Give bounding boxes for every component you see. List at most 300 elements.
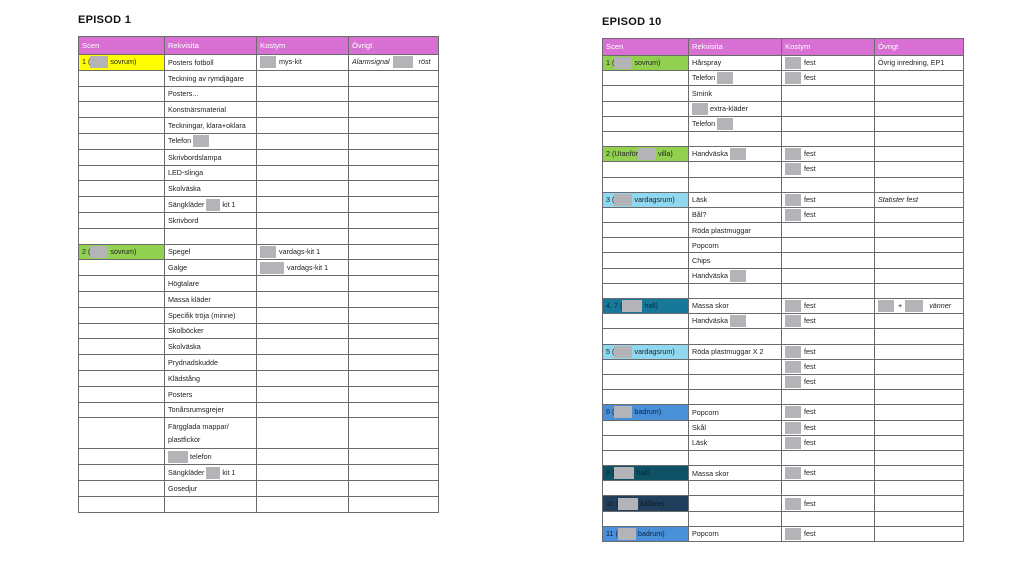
cell-rekvisita <box>165 197 257 213</box>
redaction-box <box>785 406 801 418</box>
cell-kostym <box>782 207 875 222</box>
scen-number: 6 ( <box>606 407 615 417</box>
prop-item: Massa skor <box>692 301 729 311</box>
redaction-box <box>785 72 801 84</box>
cell-ovrigt <box>875 435 964 450</box>
redaction-box <box>785 300 801 312</box>
cell-rekvisita <box>165 355 257 371</box>
redaction-box <box>785 346 801 358</box>
cell-rekvisita <box>689 116 782 131</box>
note: + <box>898 301 903 310</box>
prop-item: Sängkläder <box>168 467 205 477</box>
costume-item: fest <box>804 301 816 310</box>
cell-scen <box>79 449 165 465</box>
costume-item: fest <box>804 58 816 67</box>
cell-ovrigt <box>875 481 964 496</box>
cell-ovrigt <box>875 147 964 162</box>
cell-ovrigt <box>349 228 439 244</box>
table-row <box>603 177 964 192</box>
cell-rekvisita <box>689 299 782 314</box>
cell-rekvisita <box>689 374 782 389</box>
cell-scen <box>603 435 689 450</box>
cell-rekvisita <box>165 149 257 165</box>
prop-item: Hårspray <box>692 58 722 68</box>
scen-number: 1 ( <box>606 58 615 67</box>
table-row <box>79 86 439 102</box>
cell-scen <box>603 420 689 435</box>
costume-item: fest <box>804 437 816 447</box>
episode-1-title: EPISOD 1 <box>78 14 132 26</box>
table-row <box>603 435 964 450</box>
cell-ovrigt <box>349 70 439 86</box>
cell-kostym <box>782 329 875 344</box>
table-header-row <box>79 37 439 55</box>
column-header-rekvisita: Rekvisita <box>165 37 257 55</box>
scen-number: 5 ( <box>606 346 615 356</box>
redaction-box <box>206 467 220 479</box>
cell-scen <box>79 339 165 355</box>
redaction-box <box>785 163 801 175</box>
costume-item: fest <box>804 376 816 386</box>
cell-rekvisita <box>165 323 257 339</box>
redaction-box <box>622 300 642 312</box>
cell-scen <box>79 323 165 339</box>
costume-item: fest <box>804 361 816 371</box>
costume-item: fest <box>804 422 816 432</box>
prop-item-suffix: kit 1 <box>222 199 236 209</box>
cell-scen <box>79 307 165 323</box>
table-row <box>79 102 439 118</box>
cell-scen <box>603 207 689 222</box>
table-row <box>79 465 439 481</box>
table-row <box>79 355 439 371</box>
prop-item: Skrivbordslampa <box>168 152 222 162</box>
cell-scen <box>79 165 165 181</box>
cell-rekvisita <box>689 390 782 405</box>
cell-ovrigt <box>875 71 964 86</box>
column-header-rekvisita: Rekvisita <box>689 39 782 56</box>
prop-item: Popcorn <box>692 240 719 250</box>
cell-kostym <box>257 86 349 102</box>
cell-scen <box>603 223 689 238</box>
cell-scen <box>79 212 165 228</box>
costume-item: mys-kit <box>279 57 302 67</box>
table-row <box>603 466 964 481</box>
scen-location: sovrum) <box>634 58 661 67</box>
cell-ovrigt <box>875 283 964 298</box>
scen-number: 1 ( <box>82 57 91 67</box>
prop-item: Galge <box>168 263 188 273</box>
cell-scen <box>79 102 165 118</box>
prop-item: Popcorn <box>692 407 719 417</box>
cell-scen <box>603 344 689 359</box>
episode-1-body <box>79 55 439 513</box>
cell-rekvisita <box>689 238 782 253</box>
scen-location: sovrum) <box>110 57 137 67</box>
prop-item: Posters... <box>168 89 199 99</box>
cell-ovrigt <box>875 496 964 511</box>
prop-item: Handväska <box>692 149 728 159</box>
cell-rekvisita <box>689 162 782 177</box>
cell-ovrigt <box>349 181 439 197</box>
costume-item: fest <box>804 528 816 538</box>
prop-item: Röda plastmuggar <box>692 225 751 235</box>
prop-item: Telefon <box>168 136 192 146</box>
cell-rekvisita <box>165 260 257 276</box>
cell-rekvisita <box>689 526 782 541</box>
cell-kostym <box>257 55 349 71</box>
table-row <box>603 192 964 207</box>
episode-10-body <box>603 56 964 542</box>
cell-ovrigt <box>349 418 439 449</box>
redaction-box <box>785 437 801 449</box>
cell-scen <box>603 253 689 268</box>
cell-rekvisita <box>689 223 782 238</box>
cell-scen <box>79 496 165 512</box>
table-row <box>603 359 964 374</box>
cell-scen <box>603 71 689 86</box>
note: Statister fest <box>878 195 918 205</box>
table-row <box>603 71 964 86</box>
cell-rekvisita <box>689 147 782 162</box>
cell-kostym <box>257 355 349 371</box>
prop-item: Teckningar, klara+oklara <box>168 120 246 130</box>
prop-item: Handväska <box>692 270 728 280</box>
redaction-box <box>193 135 209 147</box>
cell-rekvisita <box>165 480 257 496</box>
cell-scen <box>603 131 689 146</box>
cell-rekvisita <box>689 86 782 101</box>
redaction-box <box>785 528 801 540</box>
cell-scen <box>79 276 165 292</box>
scen-location: sovrum) <box>110 246 137 256</box>
table-row <box>79 402 439 418</box>
cell-rekvisita <box>165 402 257 418</box>
cell-rekvisita <box>165 86 257 102</box>
cell-rekvisita <box>165 244 257 260</box>
table-row <box>603 450 964 465</box>
cell-scen <box>79 118 165 134</box>
cell-rekvisita <box>165 181 257 197</box>
cell-ovrigt <box>349 307 439 323</box>
cell-kostym <box>257 181 349 197</box>
cell-rekvisita <box>689 405 782 420</box>
cell-ovrigt <box>875 466 964 481</box>
redaction-box <box>638 148 656 160</box>
cell-kostym <box>257 228 349 244</box>
prop-item: Tonårsrumsgrejer <box>168 405 224 415</box>
table-row <box>79 70 439 86</box>
column-header-ovrigt: Övrigt <box>875 39 964 56</box>
redaction-box <box>785 57 801 69</box>
cell-kostym <box>257 165 349 181</box>
cell-ovrigt <box>349 102 439 118</box>
table-row <box>79 370 439 386</box>
cell-ovrigt <box>349 323 439 339</box>
cell-kostym <box>782 147 875 162</box>
table-row <box>603 374 964 389</box>
column-header-kostym: Kostym <box>257 37 349 55</box>
cell-ovrigt <box>875 511 964 526</box>
redaction-box <box>614 57 632 69</box>
cell-kostym <box>257 149 349 165</box>
table-row <box>79 149 439 165</box>
redaction-box <box>614 194 632 206</box>
costume-item: fest <box>804 316 816 326</box>
cell-ovrigt <box>349 276 439 292</box>
redaction-box <box>878 300 894 312</box>
cell-scen <box>79 149 165 165</box>
cell-kostym <box>257 386 349 402</box>
cell-ovrigt <box>349 165 439 181</box>
cell-scen <box>79 355 165 371</box>
episode-10-table <box>602 38 964 542</box>
table-header-row <box>603 39 964 56</box>
cell-ovrigt <box>349 133 439 149</box>
table-row <box>79 496 439 512</box>
cell-ovrigt <box>875 314 964 329</box>
cell-scen <box>603 116 689 131</box>
prop-item: Läsk <box>692 438 708 448</box>
cell-kostym <box>257 197 349 213</box>
cell-kostym <box>257 480 349 496</box>
cell-scen <box>79 55 165 71</box>
cell-rekvisita <box>165 165 257 181</box>
redaction-box <box>785 315 801 327</box>
cell-kostym <box>257 339 349 355</box>
scen-number: 4, 7 ( <box>606 301 623 310</box>
table-row <box>603 268 964 283</box>
redaction-box <box>785 194 801 206</box>
cell-scen <box>603 374 689 389</box>
cell-scen <box>79 370 165 386</box>
redaction-box <box>260 246 276 258</box>
cell-kostym <box>257 449 349 465</box>
scen-number: 2 (Utanför <box>606 149 638 159</box>
cell-kostym <box>782 283 875 298</box>
cell-kostym <box>257 307 349 323</box>
prop-item: Smink <box>692 88 712 98</box>
cell-kostym <box>782 268 875 283</box>
cell-scen <box>603 101 689 116</box>
cell-ovrigt <box>875 420 964 435</box>
cell-scen <box>603 238 689 253</box>
prop-item: Skål <box>692 422 706 432</box>
cell-scen <box>603 466 689 481</box>
cell-kostym <box>257 291 349 307</box>
table-row <box>603 511 964 526</box>
cell-kostym <box>782 86 875 101</box>
cell-kostym <box>782 101 875 116</box>
table-row <box>79 244 439 260</box>
cell-ovrigt <box>875 329 964 344</box>
cell-scen <box>79 260 165 276</box>
costume-item: fest <box>804 209 816 219</box>
prop-item: Skolväska <box>168 342 201 352</box>
prop-item: Handväska <box>692 316 728 326</box>
cell-kostym <box>782 344 875 359</box>
scen-number: 2 ( <box>82 246 91 256</box>
cell-ovrigt <box>875 450 964 465</box>
table-row <box>603 314 964 329</box>
cell-kostym <box>257 118 349 134</box>
cell-scen <box>603 450 689 465</box>
episode-1-table <box>78 36 439 513</box>
cell-ovrigt <box>875 526 964 541</box>
cell-kostym <box>782 314 875 329</box>
prop-item: Högtalare <box>168 278 200 288</box>
cell-ovrigt <box>875 238 964 253</box>
cell-kostym <box>257 465 349 481</box>
cell-ovrigt <box>875 359 964 374</box>
table-row <box>79 386 439 402</box>
table-row <box>79 55 439 71</box>
cell-ovrigt <box>875 374 964 389</box>
cell-rekvisita <box>165 307 257 323</box>
cell-kostym <box>782 253 875 268</box>
redaction-box <box>730 148 746 160</box>
cell-ovrigt <box>349 465 439 481</box>
table-row <box>603 329 964 344</box>
cell-ovrigt <box>349 244 439 260</box>
cell-rekvisita <box>689 359 782 374</box>
table-row <box>79 212 439 228</box>
table-row <box>603 405 964 420</box>
table-row <box>603 131 964 146</box>
cell-rekvisita <box>689 177 782 192</box>
costume-item: fest <box>804 73 816 83</box>
scen-location: hall) <box>636 468 650 478</box>
cell-scen <box>79 133 165 149</box>
table-row <box>603 101 964 116</box>
cell-ovrigt <box>349 55 439 71</box>
cell-rekvisita <box>689 283 782 298</box>
cell-scen <box>603 511 689 526</box>
cell-rekvisita <box>689 253 782 268</box>
cell-scen <box>603 405 689 420</box>
redaction-box <box>717 72 733 84</box>
prop-item: Specifik tröja (minne) <box>168 310 236 320</box>
cell-kostym <box>782 435 875 450</box>
cell-ovrigt <box>349 149 439 165</box>
cell-rekvisita <box>689 481 782 496</box>
note: Alarmsignal <box>352 57 390 67</box>
cell-scen <box>79 70 165 86</box>
cell-scen <box>603 481 689 496</box>
prop-item-suffix: kit 1 <box>222 467 236 477</box>
table-row <box>79 323 439 339</box>
prop-item: extra-kläder <box>710 103 748 113</box>
table-row <box>603 56 964 71</box>
cell-ovrigt <box>875 101 964 116</box>
cell-ovrigt <box>349 260 439 276</box>
cell-rekvisita <box>689 329 782 344</box>
cell-ovrigt <box>349 370 439 386</box>
costume-item: vardags-kit 1 <box>287 262 329 272</box>
scen-location: källare) <box>640 498 664 508</box>
cell-rekvisita <box>689 101 782 116</box>
table-row <box>603 344 964 359</box>
cell-rekvisita <box>689 56 782 71</box>
prop-item: Spegel <box>168 247 191 257</box>
episode-10-title: EPISOD 10 <box>602 16 662 28</box>
scen-location: badrum) <box>637 528 665 538</box>
cell-ovrigt <box>349 496 439 512</box>
costume-item: fest <box>804 346 816 356</box>
prop-item: Röda plastmuggar X 2 <box>692 347 764 357</box>
cell-scen <box>79 197 165 213</box>
column-header-ovrigt: Övrigt <box>349 37 439 55</box>
table-row <box>79 291 439 307</box>
table-row <box>603 390 964 405</box>
cell-ovrigt <box>349 291 439 307</box>
cell-kostym <box>782 511 875 526</box>
costume-item: fest <box>804 194 816 204</box>
cell-scen <box>79 291 165 307</box>
redaction-box <box>785 376 801 388</box>
column-header-kostym: Kostym <box>782 39 875 56</box>
cell-rekvisita <box>689 268 782 283</box>
table-row <box>603 496 964 511</box>
table-row <box>603 420 964 435</box>
prop-item: Konstnärsmaterial <box>168 105 226 115</box>
cell-scen <box>603 283 689 298</box>
cell-scen <box>79 86 165 102</box>
prop-item: Sängkläder <box>168 199 205 209</box>
table-row <box>79 181 439 197</box>
table-row <box>603 162 964 177</box>
cell-kostym <box>257 102 349 118</box>
cell-scen <box>603 177 689 192</box>
cell-ovrigt <box>349 355 439 371</box>
table-row <box>603 116 964 131</box>
cell-scen <box>603 56 689 71</box>
cell-ovrigt <box>875 162 964 177</box>
cell-kostym <box>257 496 349 512</box>
redaction-box <box>614 406 632 418</box>
prop-item: LED-slinga <box>168 168 204 178</box>
scen-location: badrum) <box>634 407 662 417</box>
cell-kostym <box>257 244 349 260</box>
cell-ovrigt <box>875 86 964 101</box>
table-row <box>603 481 964 496</box>
redaction-box <box>730 315 746 327</box>
cell-ovrigt <box>875 116 964 131</box>
cell-kostym <box>782 177 875 192</box>
prop-item: Teckning av rymdjägare <box>168 73 244 83</box>
costume-item: fest <box>804 149 816 159</box>
note-suffix: vänner <box>929 301 952 310</box>
redaction-box <box>717 118 733 130</box>
cell-scen <box>79 244 165 260</box>
cell-ovrigt <box>875 299 964 314</box>
cell-kostym <box>782 466 875 481</box>
cell-scen <box>603 162 689 177</box>
table-row <box>603 223 964 238</box>
note: Övrig inredning, EP1 <box>878 58 945 68</box>
cell-ovrigt <box>875 192 964 207</box>
cell-scen <box>79 480 165 496</box>
cell-rekvisita <box>165 55 257 71</box>
cell-ovrigt <box>349 86 439 102</box>
scen-number: 8 ( <box>606 468 615 478</box>
cell-kostym <box>782 162 875 177</box>
cell-ovrigt <box>349 197 439 213</box>
cell-scen <box>603 299 689 314</box>
cell-kostym <box>782 71 875 86</box>
cell-scen <box>603 359 689 374</box>
cell-ovrigt <box>875 253 964 268</box>
